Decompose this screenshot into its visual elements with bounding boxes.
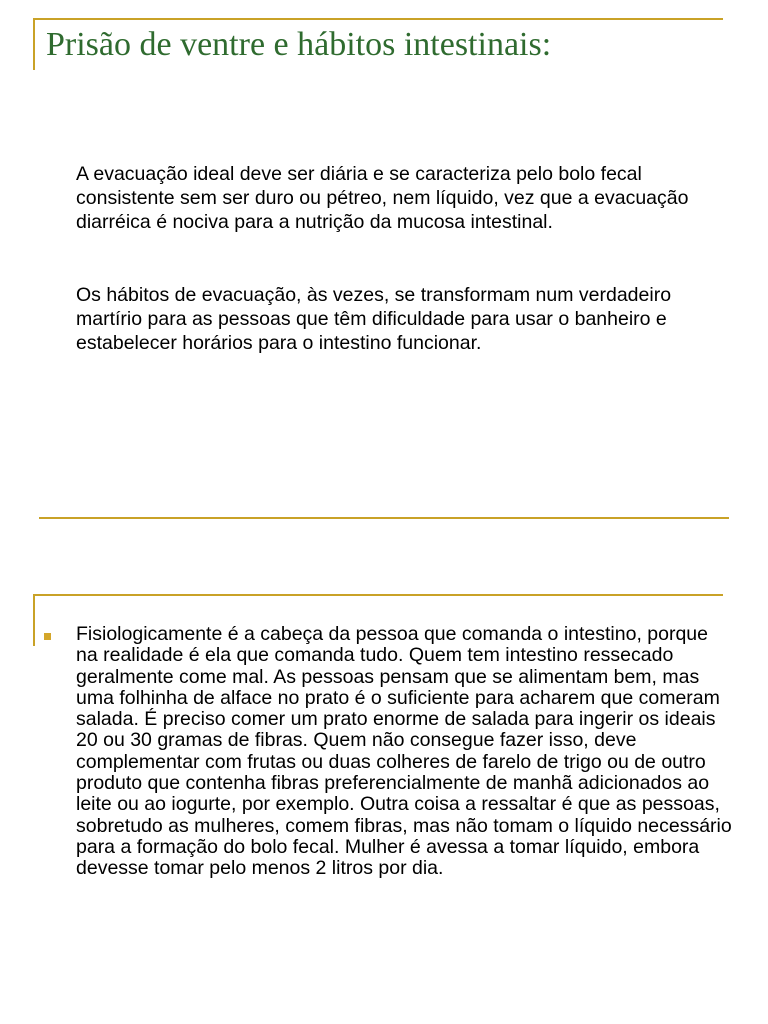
slide-2-top-rule [33, 594, 723, 596]
slide-title: Prisão de ventre e hábitos intestinais: [46, 26, 552, 63]
slide-1-left-rule [33, 18, 35, 70]
bullet-text: Fisiologicamente é a cabeça da pessoa que comanda o intestino, porque na realidade é ela que comanda tudo. Quem tem intestino ressecado geralmente come mal. As pessoas pensam que se alimentam bem, mas uma folhinha de alface no prato é o suficiente para acharem que comeram salada. É preciso comer um prato enorme de salada para ingerir os ideais 20 ou 30 gramas de fibras. Quem não consegue fazer isso, deve complementar com frutas ou duas colheres de farelo de trigo ou de outro produto que contenha fibras preferencialmente de manhã adicionados ao leite ou ao iogurte, por exemplo. Outra coisa a ressaltar é que as pessoas, sobretudo as mulheres, comem fibras, mas não tomam o líquido necessário para a formação do bolo fecal. Mulher é avessa a tomar líquido, embora devesse tomar pelo menos 2 litros por dia. [76, 623, 732, 880]
slide-1-bottom-rule [39, 517, 729, 519]
paragraph-2: Os hábitos de evacuação, às vezes, se transformam num verdadeiro martírio para as pessoas que têm dificuldade para usar o banheiro e estabelecer horários para o intestino funcionar. [76, 284, 672, 354]
slide-1-top-rule [33, 18, 723, 20]
slide-2 [0, 530, 768, 1024]
slide-2-left-rule [33, 594, 35, 646]
bullet-square-icon [44, 633, 51, 640]
paragraph-1: A evacuação ideal deve ser diária e se caracteriza pelo bolo fecal consistente sem ser duro ou pétreo, nem líquido, vez que a evacuação diarréica é nociva para a nutrição da mucosa intestinal. [76, 163, 689, 233]
